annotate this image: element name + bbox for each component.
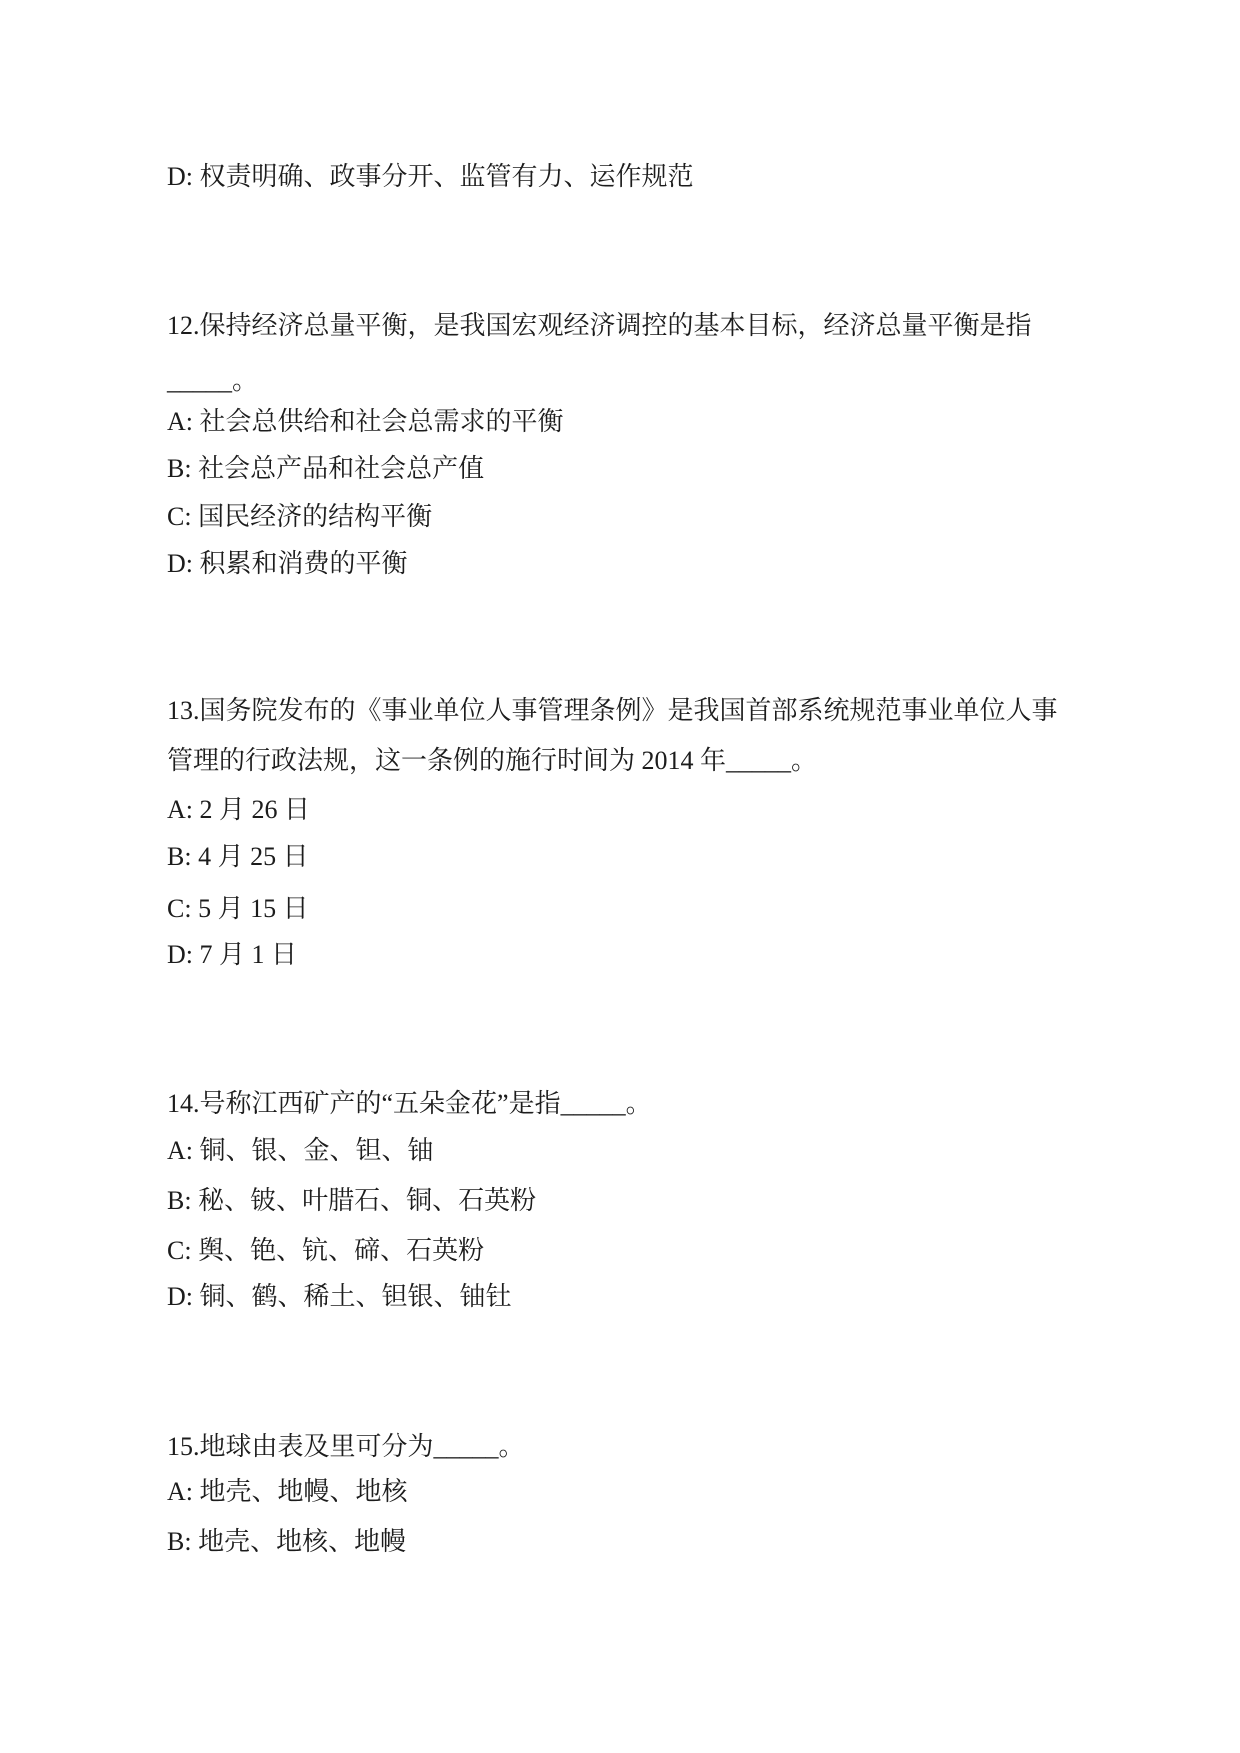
question-12-option-d: D: 积累和消费的平衡 <box>167 549 408 578</box>
question-12-text-line-2: _____。 <box>167 366 259 395</box>
question-12-text-line-1: 12.保持经济总量平衡，是我国宏观经济调控的基本目标，经济总量平衡是指 <box>167 311 1032 340</box>
question-14-option-a: A: 铜、银、金、钽、铀 <box>167 1136 434 1165</box>
question-14-option-d: D: 铜、鹤、稀土、钽银、铀钍 <box>167 1282 512 1311</box>
question-11-option-d: D: 权责明确、政事分开、监管有力、运作规范 <box>167 162 694 191</box>
question-14-text-line-1: 14.号称江西矿产的“五朵金花”是指_____。 <box>167 1089 652 1118</box>
question-13-text-line-1: 13.国务院发布的《事业单位人事管理条例》是我国首部系统规范事业单位人事 <box>167 696 1058 725</box>
question-15-option-a: A: 地壳、地幔、地核 <box>167 1477 408 1506</box>
question-15-option-b: B: 地壳、地核、地幔 <box>167 1527 407 1556</box>
question-12-option-a: A: 社会总供给和社会总需求的平衡 <box>167 407 564 436</box>
question-13-text-line-2: 管理的行政法规，这一条例的施行时间为 2014 年_____。 <box>167 746 818 775</box>
question-13-option-a: A: 2 月 26 日 <box>167 795 311 824</box>
question-13-option-c: C: 5 月 15 日 <box>167 894 309 923</box>
question-14-option-b: B: 秘、铍、叶腊石、铜、石英粉 <box>167 1186 537 1215</box>
question-12-option-b: B: 社会总产品和社会总产值 <box>167 454 485 483</box>
question-12-option-c: C: 国民经济的结构平衡 <box>167 502 433 531</box>
question-13-option-b: B: 4 月 25 日 <box>167 842 309 871</box>
question-14-option-c: C: 舆、铯、钪、碲、石英粉 <box>167 1236 485 1265</box>
question-13-option-d: D: 7 月 1 日 <box>167 940 298 969</box>
question-15-text-line-1: 15.地球由表及里可分为_____。 <box>167 1432 525 1461</box>
